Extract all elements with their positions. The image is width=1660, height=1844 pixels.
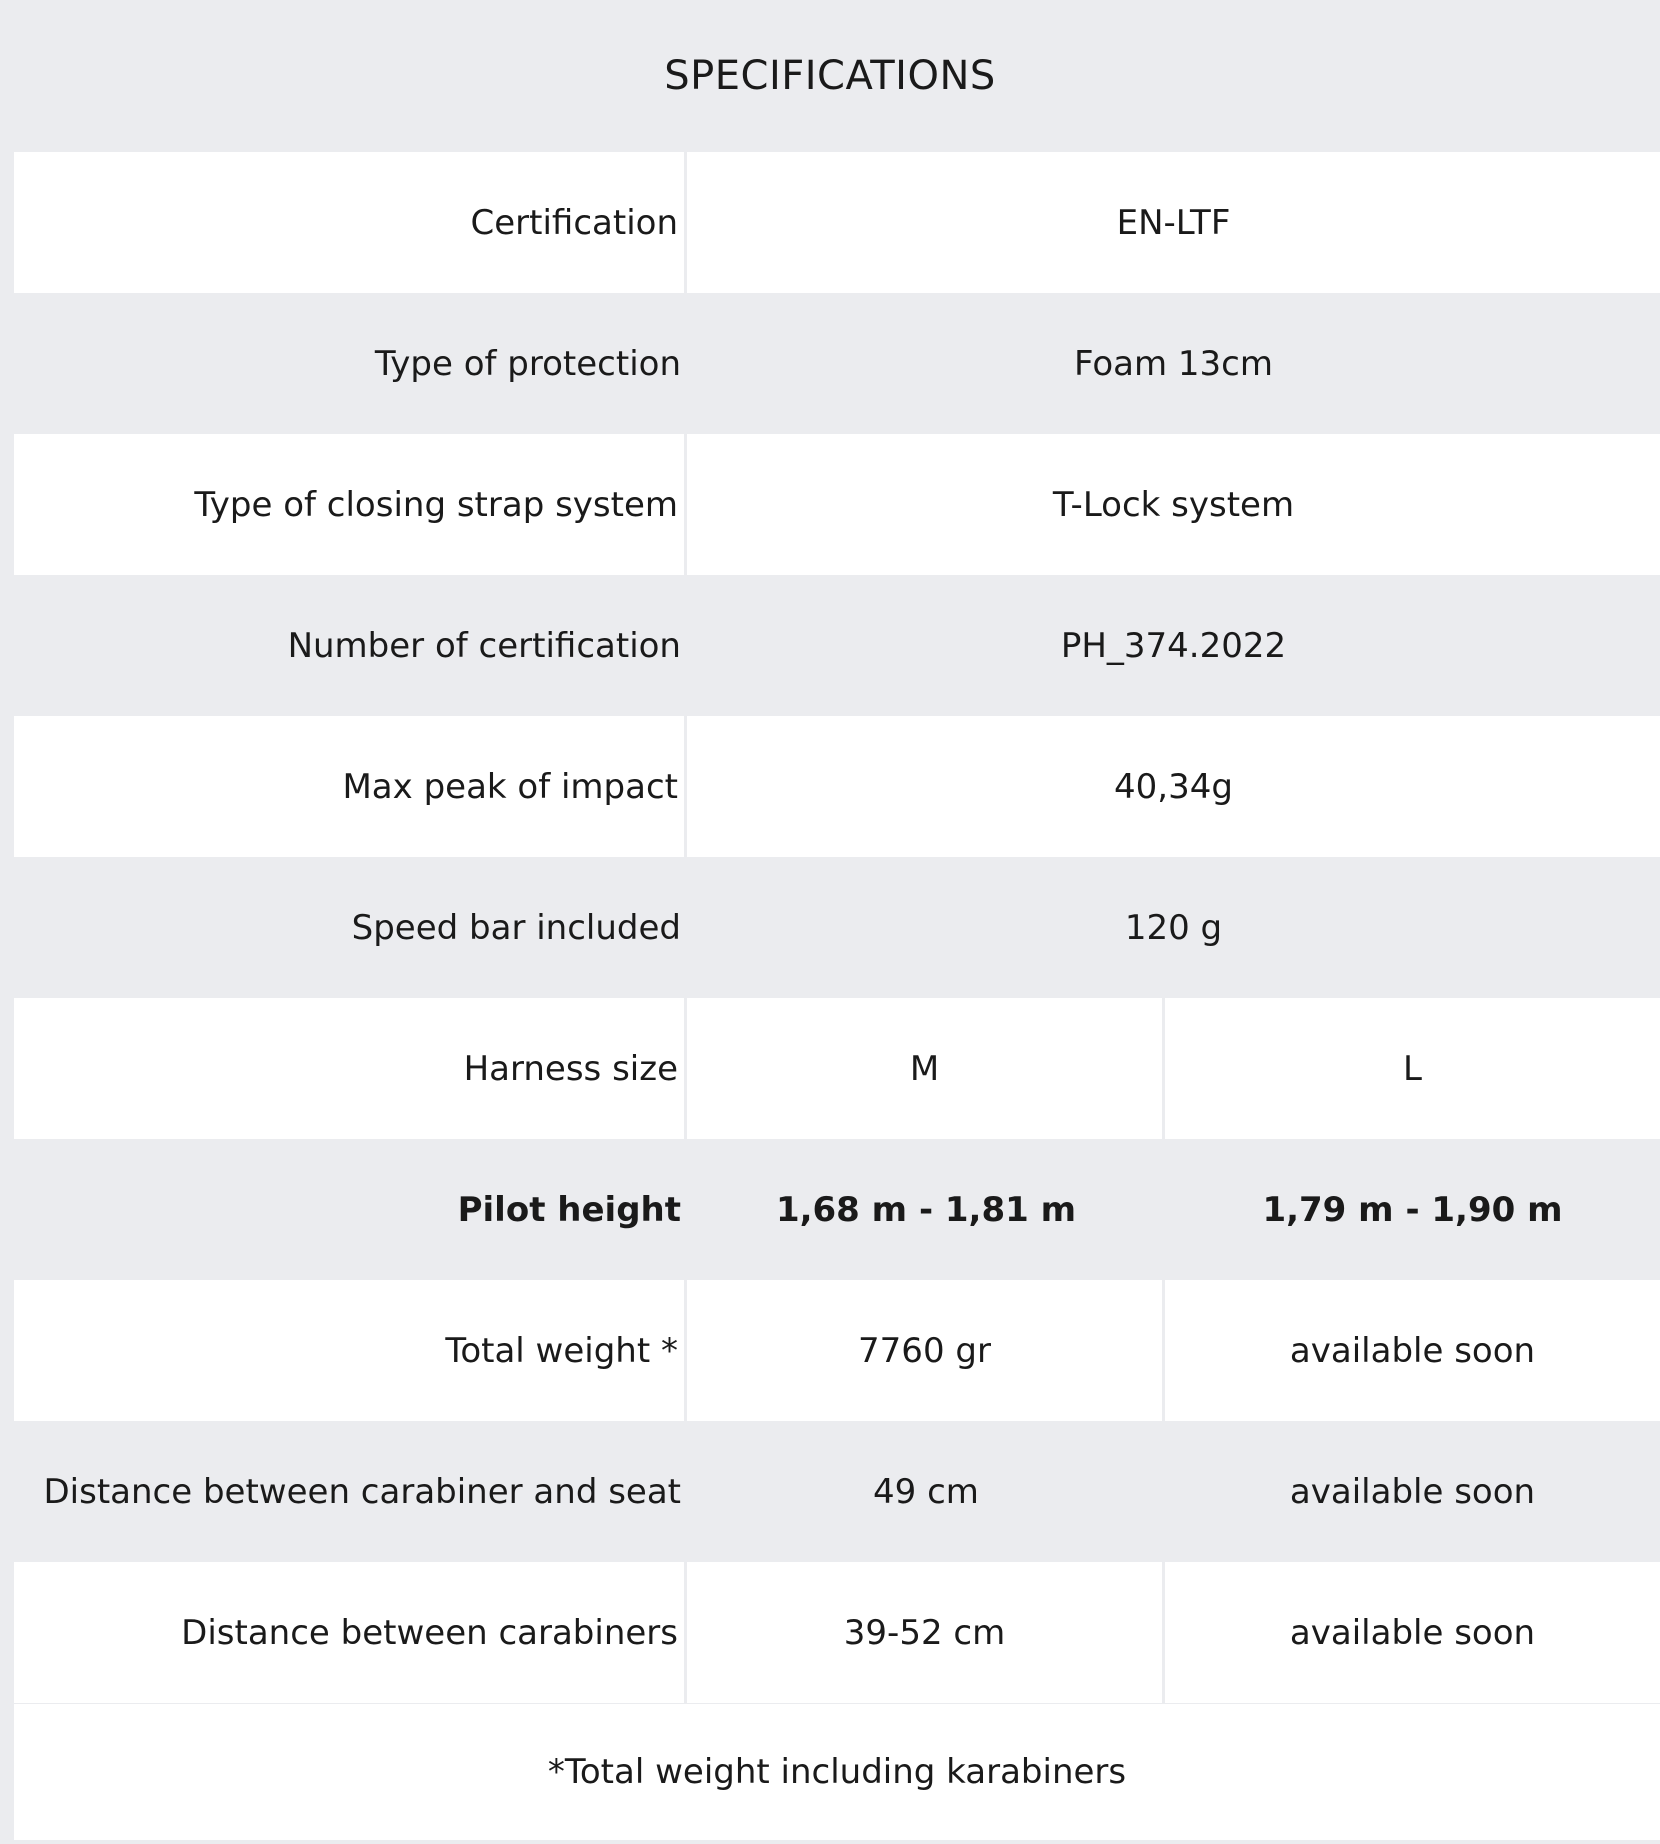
size-m-value: 1,68 m - 1,81 m: [775, 1189, 1077, 1230]
size-m-value: M: [687, 998, 1165, 1139]
table-row: [14, 575, 1660, 716]
table-row-harness-size: [14, 998, 1660, 1139]
table-row-pilot-height: [14, 1139, 1660, 1280]
row-value: T-Lock system: [1052, 484, 1295, 525]
row-value: 40,34g: [1114, 766, 1233, 807]
table-row: [14, 1421, 1660, 1562]
size-l-value: 1,79 m - 1,90 m: [1262, 1189, 1563, 1230]
table-row: [14, 716, 1660, 857]
table-row: [14, 434, 1660, 575]
size-m-value: 7760 gr: [687, 1280, 1165, 1421]
row-value: EN-LTF: [1116, 202, 1231, 243]
size-l-value: available soon: [1289, 1612, 1536, 1653]
page-title: SPECIFICATIONS: [664, 53, 996, 99]
row-value: PH_374.2022: [1060, 625, 1287, 666]
size-m-value: 49 cm: [873, 1471, 979, 1512]
row-label: Distance between carabiner and seat: [43, 1471, 681, 1512]
size-l-value: available soon: [1289, 1330, 1536, 1371]
table-row: [14, 152, 1660, 293]
row-label: Certification: [14, 152, 687, 293]
row-label: Speed bar included: [351, 907, 681, 948]
row-value: Foam 13cm: [1074, 343, 1273, 384]
row-label: Type of closing strap system: [14, 434, 687, 575]
row-label: Type of protection: [374, 343, 681, 384]
footnote: *Total weight including karabiners: [14, 1704, 1660, 1840]
row-label: Max peak of impact: [14, 716, 687, 857]
table-row: [14, 857, 1660, 998]
table-row: [14, 293, 1660, 434]
size-l-value: L: [1403, 1048, 1422, 1089]
row-label: Number of certification: [287, 625, 681, 666]
table-row: [14, 1562, 1660, 1703]
row-label: Total weight *: [14, 1280, 687, 1421]
row-value: 120 g: [1124, 907, 1223, 948]
size-m-value: 39-52 cm: [687, 1562, 1165, 1703]
size-l-value: available soon: [1289, 1471, 1536, 1512]
row-label: Distance between carabiners: [14, 1562, 687, 1703]
specifications-table: [14, 152, 1660, 1703]
row-label: Harness size: [14, 998, 687, 1139]
row-label: Pilot height: [457, 1189, 681, 1230]
table-row: [14, 1280, 1660, 1421]
